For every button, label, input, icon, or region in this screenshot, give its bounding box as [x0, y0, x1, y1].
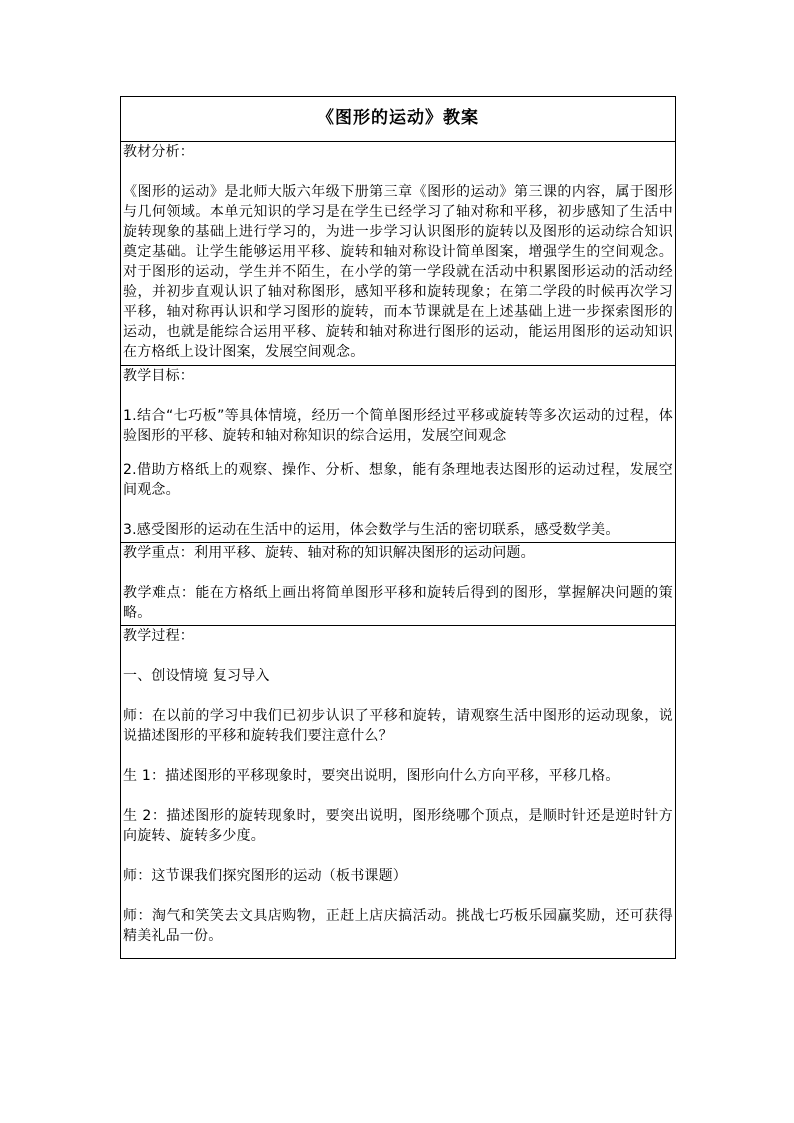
document-title: 《图形的运动》教案	[317, 107, 479, 128]
objectives-cell	[121, 366, 676, 543]
process-paragraph: 生 1：描述图形的平移现象时，要突出说明，图形向什么方向平移，平移几格。	[123, 768, 620, 784]
process-paragraph: 师：这节课我们探究图形的运动（板书课题）	[123, 868, 407, 884]
section-heading-1: 一、创设情境 复习导入	[123, 668, 270, 684]
teaching-focus: 教学重点：利用平移、旋转、轴对称的知识解决图形的运动问题。	[123, 545, 535, 561]
objective-item-3: 3.感受图形的运动在生活中的运用，体会数学与生活的密切联系，感受数学美。	[123, 522, 620, 538]
process-paragraph: 师：在以前的学习中我们已初步认识了平移和旋转，请观察生活中图形的运动现象，说说描述图形的平移和旋转我们要注意什么？	[123, 708, 673, 744]
process-heading: 教学过程：	[123, 628, 194, 644]
analysis-cell	[121, 142, 676, 366]
objective-item-1: 1.结合“七巧板”等具体情境，经历一个简单图形经过平移或旋转等多次运动的过程，体验图形的平移、旋转和轴对称知识的综合运用，发展空间观念	[123, 408, 673, 444]
process-paragraph: 生 2：描述图形的旋转现象时，要突出说明，图形绕哪个顶点，是顺时针还是逆时针方向旋转、旋转多少度。	[123, 808, 673, 844]
objective-item-2: 2.借助方格纸上的观察、操作、分析、想象，能有条理地表达图形的运动过程，发展空间观念。	[123, 462, 673, 498]
teaching-difficulty: 教学难点：能在方格纸上画出将简单图形平移和旋转后得到的图形，掌握解决问题的策略。	[123, 585, 673, 621]
objectives-heading: 教学目标：	[123, 368, 194, 384]
analysis-heading: 教材分析：	[123, 144, 194, 160]
key-points-cell	[121, 543, 676, 626]
analysis-body: 《图形的运动》是北师大版六年级下册第三章《图形的运动》第三课的内容，属于图形与几何领域。本单元知识的学习是在学生已经学习了轴对称和平移，初步感知了生活中旋转现象的基础上进行学习的，为进一步学习认识图形的旋转以及图形的运动综合知识奠定基础。让学生能够运用平移、旋转和轴对称设计简单图案，增强学生的空间观念。对于图形的运动，学生并不陌生，在小学的第一学段就在活动中积累图形运动的活动经验，并初步直观认识了轴对称图形，感知平移和旋转现象；在第二学段的时候再次学习平移，轴对称再认识和学习图形的旋转，而本节课就是在上述基础上进一步探索图形的运动，也就是能综合运用平移、旋转和轴对称进行图形的运动，能运用图形的运动知识在方格纸上设计图案，发展空间观念。	[123, 184, 673, 360]
lesson-plan-table	[120, 96, 676, 959]
process-cell	[121, 626, 676, 959]
title-cell	[121, 97, 676, 142]
process-paragraph: 师：淘气和笑笑去文具店购物，正赶上店庆搞活动。挑战七巧板乐园赢奖励，还可获得精美礼品一份。	[123, 908, 673, 944]
